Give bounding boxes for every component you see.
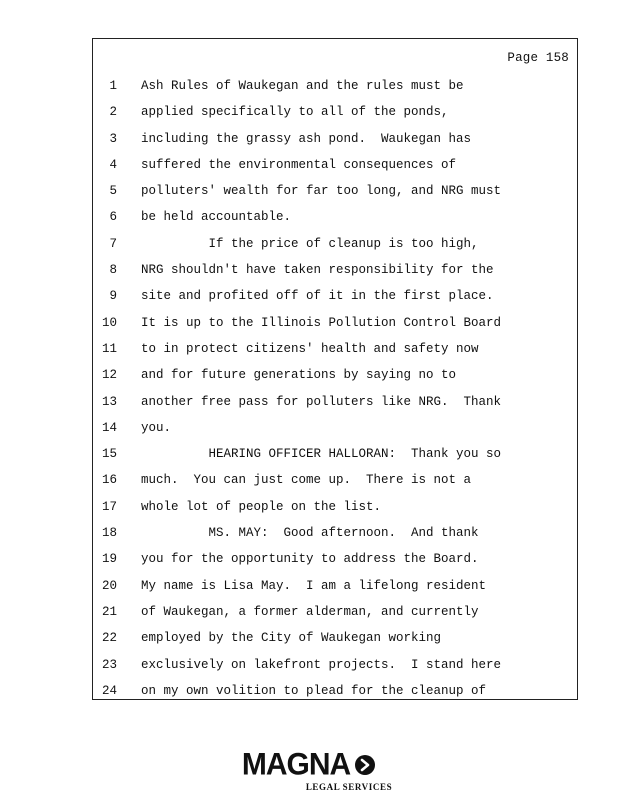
line-text: NRG shouldn't have taken responsibility for the [141, 263, 494, 278]
transcript-line [93, 422, 577, 448]
line-number: 13 [101, 394, 117, 409]
transcript-line [93, 580, 577, 606]
line-text: employed by the City of Waukegan working [141, 631, 442, 646]
line-number: 20 [101, 578, 117, 593]
line-text: suffered the environmental consequences of [141, 157, 457, 172]
transcript-line [93, 290, 577, 316]
logo-wordmark: MAGNA [241, 747, 351, 782]
line-number: 17 [101, 499, 117, 514]
line-number: 4 [109, 157, 117, 172]
line-text: another free pass for polluters like NRG. Thank [141, 394, 502, 409]
transcript-line [93, 369, 577, 395]
line-text: to in protect citizens' health and safety now [141, 341, 479, 356]
transcript-line [93, 264, 577, 290]
line-number: 23 [101, 657, 117, 672]
line-text: HEARING OFFICER HALLORAN: Thank you so [141, 447, 502, 462]
transcript-line [93, 106, 577, 132]
line-number: 1 [109, 79, 117, 93]
line-text: polluters' wealth for far too long, and NRG must [141, 184, 502, 199]
transcript-line [93, 553, 577, 579]
line-text: you for the opportunity to address the Board. [141, 552, 479, 567]
line-number: 9 [109, 289, 117, 304]
line-number: 21 [101, 604, 117, 619]
transcript-line [93, 159, 577, 185]
transcript-line [93, 343, 577, 369]
line-text: exclusively on lakefront projects. I stand here [141, 657, 502, 672]
line-number: 8 [109, 263, 117, 278]
logo-subtext: LEGAL SERVICES [305, 782, 393, 792]
line-number: 6 [109, 210, 117, 225]
line-text: including the grassy ash pond. Waukegan has [141, 131, 472, 146]
line-text: If the price of cleanup is too high, [141, 236, 479, 251]
line-text: site and profited off of it in the first place. [141, 289, 494, 304]
line-text: applied specifically to all of the ponds, [141, 105, 449, 120]
line-number: 12 [101, 368, 117, 383]
footer-logo [0, 747, 618, 792]
line-text: whole lot of people on the list. [141, 499, 382, 514]
line-number: 14 [101, 420, 117, 435]
line-text: My name is Lisa May. I am a lifelong resident [141, 578, 487, 593]
line-text: you. [141, 420, 172, 435]
transcript-lines [93, 80, 577, 711]
page-number: Page 158 [507, 51, 569, 65]
line-text: of Waukegan, a former alderman, and currently [141, 604, 479, 619]
line-number: 24 [101, 683, 117, 698]
line-number: 5 [109, 184, 117, 199]
transcript-line [93, 632, 577, 658]
transcript-line [93, 396, 577, 422]
line-text: and for future generations by saying no to [141, 368, 457, 383]
line-number: 18 [101, 526, 117, 541]
line-text: Ash Rules of Waukegan and the rules must be [141, 79, 464, 93]
transcript-line [93, 80, 577, 106]
line-text: on my own volition to plead for the cleanup of [141, 683, 487, 698]
line-number: 3 [109, 131, 117, 146]
transcript-page [92, 38, 578, 700]
transcript-line [93, 606, 577, 632]
transcript-line [93, 659, 577, 685]
line-number: 22 [101, 631, 117, 646]
line-number: 7 [109, 236, 117, 251]
line-number: 16 [101, 473, 117, 488]
line-number: 2 [109, 105, 117, 120]
line-number: 19 [101, 552, 117, 567]
transcript-line [93, 685, 577, 711]
transcript-line [93, 317, 577, 343]
logo-main [241, 747, 376, 782]
line-text: be held accountable. [141, 210, 292, 225]
transcript-line [93, 133, 577, 159]
line-number: 15 [101, 447, 117, 462]
line-number: 11 [101, 341, 117, 356]
transcript-line [93, 238, 577, 264]
line-text: It is up to the Illinois Pollution Control Board [141, 315, 502, 330]
line-text: much. You can just come up. There is not a [141, 473, 472, 488]
chevron-right-circle-icon [354, 754, 376, 776]
transcript-line [93, 501, 577, 527]
transcript-line [93, 474, 577, 500]
transcript-line [93, 527, 577, 553]
transcript-line [93, 211, 577, 237]
line-text: MS. MAY: Good afternoon. And thank [141, 526, 479, 541]
line-number: 10 [101, 315, 117, 330]
transcript-line [93, 185, 577, 211]
transcript-line [93, 448, 577, 474]
